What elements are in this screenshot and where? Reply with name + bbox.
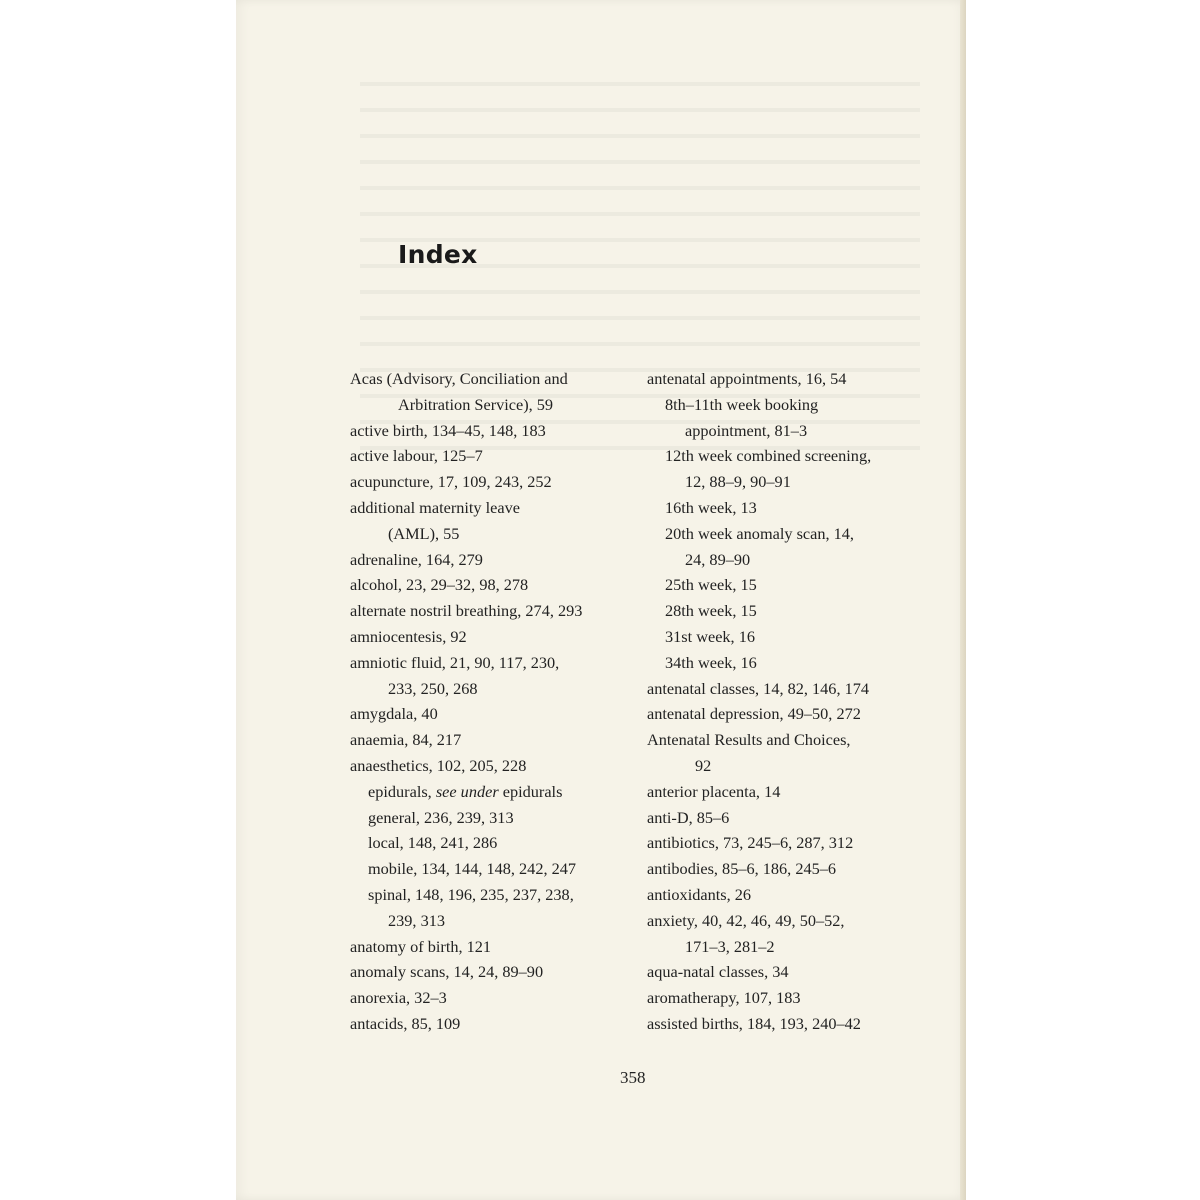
index-entry: active labour, 125–7 [350, 446, 483, 466]
index-entry: anxiety, 40, 42, 46, 49, 50–52, [647, 910, 845, 930]
index-subentry: 25th week, 15 [665, 575, 757, 595]
index-subentry: spinal, 148, 196, 235, 237, 238, [368, 884, 574, 904]
index-entry: anaesthetics, 102, 205, 228 [350, 755, 527, 775]
page-number: 358 [620, 1068, 646, 1087]
index-entry: anorexia, 32–3 [350, 988, 447, 1008]
index-subentry: 16th week, 13 [665, 497, 757, 517]
index-subentry: local, 148, 241, 286 [368, 833, 498, 853]
index-entry-continuation: (AML), 55 [388, 523, 460, 543]
index-subentry: general, 236, 239, 313 [368, 807, 514, 827]
index-entry-continuation: 92 [695, 755, 712, 775]
index-entry: anti-D, 85–6 [647, 807, 730, 827]
index-heading: Index [398, 240, 478, 269]
index-column-right [647, 366, 937, 1037]
index-entry: amniotic fluid, 21, 90, 117, 230, [350, 652, 560, 672]
cross-reference-target: epidurals [498, 781, 563, 801]
index-column-left [350, 366, 635, 1037]
index-subentry-continuation: 239, 313 [388, 910, 445, 930]
index-entry: antacids, 85, 109 [350, 1013, 461, 1033]
index-entry: anaemia, 84, 217 [350, 730, 462, 750]
index-entry: antioxidants, 26 [647, 884, 752, 904]
index-entry: amygdala, 40 [350, 704, 438, 724]
index-entry: aqua-natal classes, 34 [647, 962, 789, 982]
cross-reference-italic: see under [435, 781, 499, 801]
index-entry: acupuncture, 17, 109, 243, 252 [350, 472, 552, 492]
index-entry: anterior placenta, 14 [647, 781, 781, 801]
index-subentry-continuation: 12, 88–9, 90–91 [685, 472, 791, 492]
index-subentry: 28th week, 15 [665, 601, 757, 621]
index-subentry-continuation: appointment, 81–3 [685, 420, 808, 440]
index-entry: aromatherapy, 107, 183 [647, 988, 801, 1008]
index-subentry: 34th week, 16 [665, 652, 757, 672]
index-entry: antenatal depression, 49–50, 272 [647, 704, 861, 724]
index-entry: anomaly scans, 14, 24, 89–90 [350, 962, 544, 982]
index-subentry-continuation: 24, 89–90 [685, 549, 751, 569]
index-entry: antibiotics, 73, 245–6, 287, 312 [647, 833, 854, 853]
index-entry: Antenatal Results and Choices, [647, 730, 851, 750]
index-entry: additional maternity leave [350, 497, 520, 517]
page-edge [960, 0, 966, 1200]
index-entry: anatomy of birth, 121 [350, 936, 492, 956]
index-subentry: 20th week anomaly scan, 14, [665, 523, 854, 543]
index-entry: antenatal classes, 14, 82, 146, 174 [647, 678, 870, 698]
index-entry: antibodies, 85–6, 186, 245–6 [647, 859, 837, 879]
index-entry: alcohol, 23, 29–32, 98, 278 [350, 575, 529, 595]
index-entry-continuation: Arbitration Service), 59 [398, 394, 554, 414]
index-entry: adrenaline, 164, 279 [350, 549, 483, 569]
index-subentry: mobile, 134, 144, 148, 242, 247 [368, 859, 577, 879]
index-entry-continuation: 233, 250, 268 [388, 678, 478, 698]
index-subentry: 31st week, 16 [665, 626, 755, 646]
index-entry: Acas (Advisory, Conciliation and [350, 369, 568, 388]
index-entry: assisted births, 184, 193, 240–42 [647, 1013, 861, 1033]
cross-reference-term: epidurals, [368, 781, 436, 801]
index-subentry [350, 779, 635, 805]
index-subentry: 8th–11th week booking [665, 394, 819, 414]
index-entry: alternate nostril breathing, 274, 293 [350, 601, 583, 621]
index-entry: antenatal appointments, 16, 54 [647, 369, 847, 388]
index-entry: amniocentesis, 92 [350, 626, 467, 646]
index-entry-continuation: 171–3, 281–2 [685, 936, 775, 956]
index-entry: active birth, 134–45, 148, 183 [350, 420, 546, 440]
index-subentry: 12th week combined screening, [665, 446, 872, 466]
